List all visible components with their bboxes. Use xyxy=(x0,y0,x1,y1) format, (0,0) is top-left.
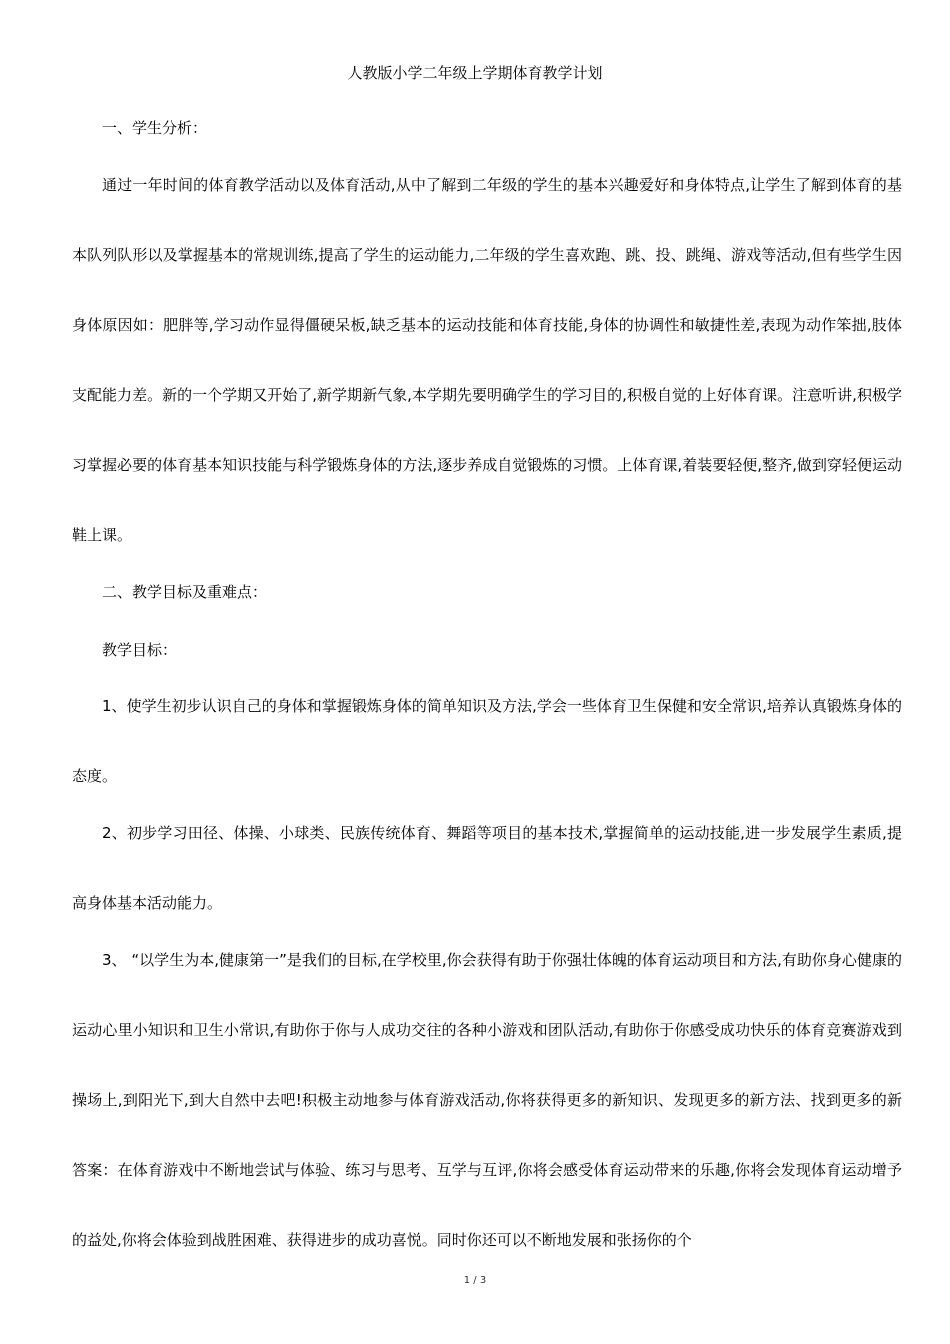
teaching-goal-2: 2、初步学习田径、体操、小球类、民族传统体育、舞蹈等项目的基本技术,掌握简单的运动技能,进一步发展学生素质,提高身体基本活动能力。 xyxy=(72,824,902,912)
teaching-goal-3: 3、 “以学生为本,健康第一”是我们的目标,在学校里,你会获得有助于你强壮体魄的体育运动项目和方法,有助你身心健康的运动心里小知识和卫生小常识,有助你于你与人成功交往的各种小游戏和团队活动,有助你于你感受成功快乐的体育竞赛游戏到操场上,到阳光下,到大自然中去吧!积极主动地参与体育游戏活动,你将获得更多的新知识、发现更多的新方法、找到更多的新答案：在体育游戏中不断地尝试与体验、练习与思考、互学与互评,你将会感受体育运动带来的乐趣,你将会发现体育运动增予的益处,你将会体验到战胜困难、获得进步的成功喜悦。同时你还可以不断地发展和张扬你的个 xyxy=(72,951,902,1249)
document-title: 人教版小学二年级上学期体育教学计划 xyxy=(347,64,603,82)
section-2-heading: 二、教学目标及重难点： xyxy=(102,583,268,601)
section-1-heading: 一、学生分析： xyxy=(102,119,208,137)
section-1-paragraph: 通过一年时间的体育教学活动以及体育活动,从中了解到二年级的学生的基本兴趣爱好和身体特点,让学生了解到体育的基本队列队形以及掌握基本的常规训练,提高了学生的运动能力,二年级的学生喜欢跑、跳、投、跳绳、游戏等活动,但有些学生因身体原因如：肥胖等,学习动作显得僵硬呆板,缺乏基本的运动技能和体育技能,身体的协调性和敏捷性差,表现为动作笨拙,肢体支配能力差。新的一个学期又开始了,新学期新气象,本学期先要明确学生的学习目的,积极自觉的上好体育课。注意听讲,积极学习掌握必要的体育基本知识技能与科学锻炼身体的方法,逐步养成自觉锻炼的习惯。上体育课,着装要轻便,整齐,做到穿轻便运动鞋上课。 xyxy=(72,176,902,544)
page-indicator: 1 / 3 xyxy=(463,1275,487,1286)
teaching-goal-1: 1、使学生初步认识自己的身体和掌握锻炼身体的简单知识及方法,学会一些体育卫生保健和安全常识,培养认真锻炼身体的态度。 xyxy=(72,697,902,785)
teaching-goals-heading: 教学目标： xyxy=(102,641,178,659)
